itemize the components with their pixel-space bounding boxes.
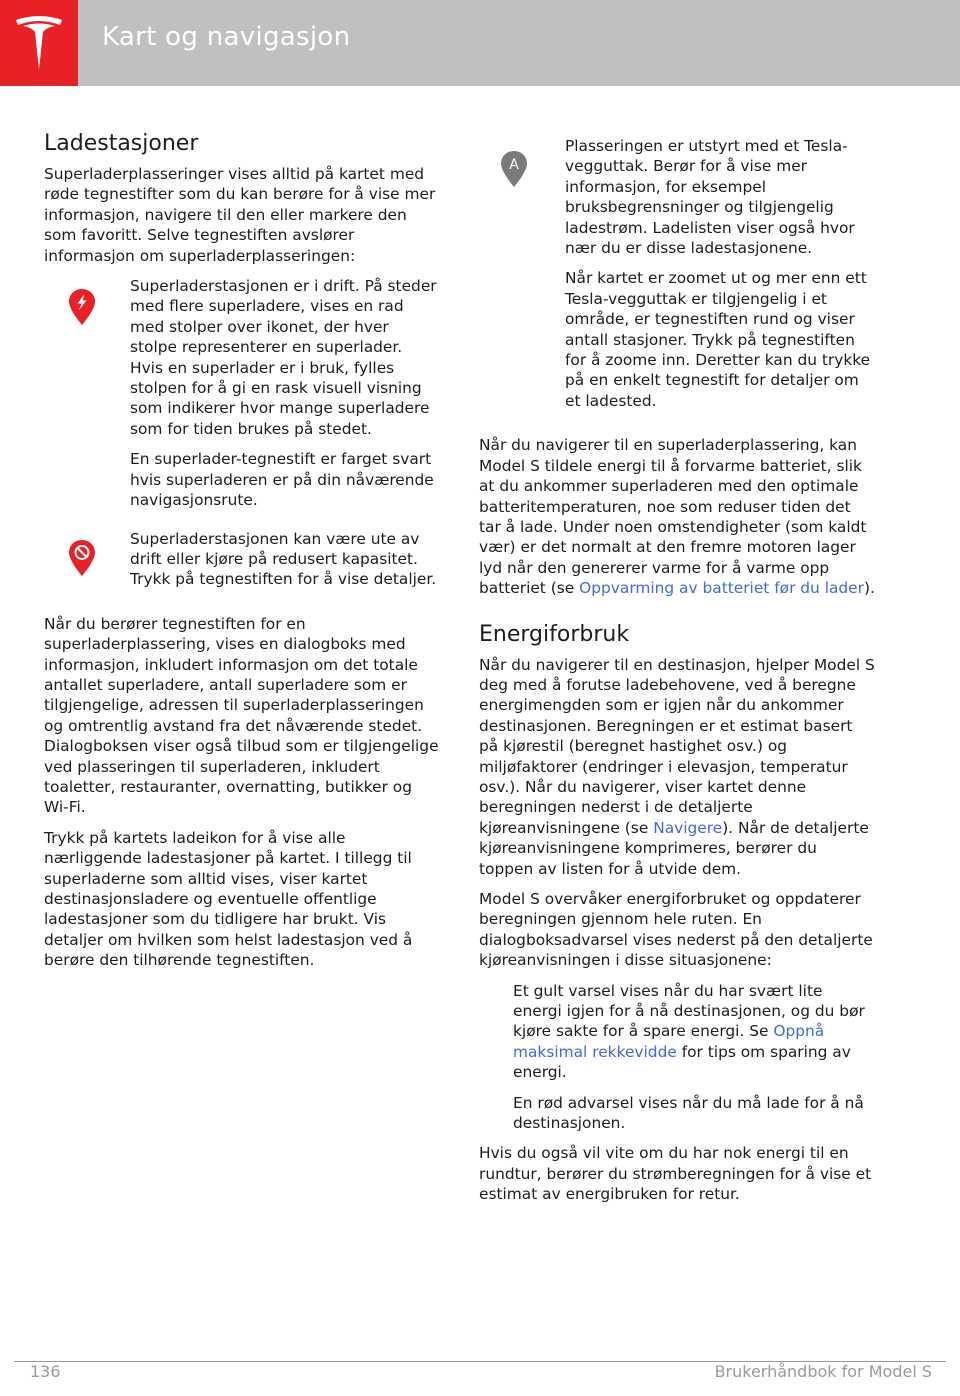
wall-connector-pin-description: Plasseringen er utstyrt med et Tesla-vegguttak. Berør for å vise mer informasjon, for eksempel bruksbegrensninger og tilgjengelig ladestrøm. Ladelisten viser også hvor nær du er disse ladestasjonene. [565,137,855,258]
tesla-logo-icon [14,14,64,72]
right-column [479,136,875,1215]
touch-pin-paragraph: Når du berører tegnestiften for en superladerplassering, vises en dialogboks med informasjon, inkludert informasjon om det totale antallet superladere, antall superladere som er tilgjengelige, adressen til superladerplasseringen og omtrentlig avstand fra det nåværende stedet. Dialogboksen viser også tilbud som er tilgjengelige ved plasseringen til superladeren, inkludert toaletter, restauranter, overnatting, butikker og Wi-Fi. [44,614,439,817]
supercharger-pin-description: Superladerstasjonen er i drift. På steder med flere superladere, vises en rad med stolper over ikonet, der hver stolpe representerer en superlader. Hvis en superlader er i bruk, fylles stolpen for å gi en rask visuell visning som indikerer hvor mange superladere som for tiden brukes på stedet. [130,277,437,438]
out-of-order-pin-description: Superladerstasjonen kan være ute av drift eller kjøre på redusert kapasitet. Trykk på tegnestiften for å vise detaljer. [130,529,437,589]
out-of-order-pin-row [44,529,440,600]
supercharger-pin-row [44,276,440,520]
red-warning-paragraph: En rød advarsel vises når du må lade for å nå destinasjonen. [513,1093,864,1133]
yellow-warning-text-end: for tips om sparing av energi. [513,1042,851,1082]
section-heading-charging-stations: Ladestasjoner [44,131,199,156]
chapter-title: Kart og navigasjon [102,22,351,52]
battery-preconditioning-link[interactable]: Oppvarming av batteriet før du lader [579,579,864,598]
supercharger-pin-icon [68,288,96,326]
wall-connector-pin-row [479,136,875,421]
energy-paragraph [479,655,875,879]
preconditioning-text-end: ). [863,579,875,598]
preconditioning-text: Når du navigerer til en superladerplassering, kan Model S tildele energi til å forvarme batteriet, slik at du ankommer superladeren med den optimale batteritemperaturen, noe som reduser tiden det tar å lade. Under noen omstendigheter (som kaldt vær) er det normalt at den fremre motoren lager lyd når den genererer varme for å varme opp batteriet (se [479,436,867,598]
supercharger-pin-route-note: En superlader-tegnestift er farget svart hvis superladeren er på din nåværende navigasjonsrute. [130,450,434,510]
navigate-link[interactable]: Navigere [653,818,723,837]
page-number: 136 [30,1362,61,1381]
wall-connector-pin-letter: A [509,157,519,173]
monitor-paragraph: Model S overvåker energiforbruket og oppdaterer beregningen gjennom hele ruten. En dialogboksadvarsel vises nederst på den detaljerte kjøreanvisningen i disse situasjonene: [479,890,873,970]
preconditioning-paragraph [479,435,875,598]
maximize-range-link[interactable]: Oppnå maksimal rekkevidde [513,1022,825,1061]
yellow-warning-paragraph [479,981,875,1083]
intro-paragraph: Superladerplasseringer vises alltid på kartet med røde tegnestifter som du kan berøre for å vise mer informasjon, navigere til den eller markere den som favoritt. Selve tegnestiften avslører informasjon om superladerplasseringen: [44,165,436,265]
page-header [0,0,960,86]
round-trip-paragraph: Hvis du også vil vite om du har nok energi til en rundtur, berører du strømberegningen for å vise et estimat av energibruken for retur. [479,1144,872,1204]
manual-title: Brukerhåndbok for Model S [714,1362,932,1381]
wall-connector-pin-icon [500,150,528,188]
left-column [44,130,440,981]
tesla-logo [0,0,78,86]
section-heading-energy-use: Energiforbruk [479,621,630,647]
energy-text-end: ). Når de detaljerte kjøreanvisningene komprimeres, berører du toppen av listen for å utvide dem. [479,818,869,878]
wall-connector-zoom-note: Når kartet er zoomet ut og mer enn ett Tesla-vegguttak er tilgjengelig i et område, er tegnestiften rund og viser antall stasjoner. Trykk på tegnestiften for å zoome inn. Deretter kan du trykke på en enkelt tegnestift for detaljer om et ladested. [565,269,871,410]
supercharger-out-of-order-pin-icon [68,539,96,577]
energy-text: Når du navigerer til en destinasjon, hjelper Model S deg med å forutse ladebehovene, ved å beregne energimengden som er igjen når du ankommer destinasjonen. Beregningen er et estimat basert på kjørestil (beregnet hastighet osv.) og miljøfaktorer (endringer i elevasjon, temperatur osv.). Når du navigerer, viser kartet denne beregningen nederst i de detaljerte kjøreanvisningene (se [479,655,875,837]
charge-icon-paragraph: Trykk på kartets ladeikon for å vise alle nærliggende ladestasjoner på kartet. I tillegg til superladerne som alltid vises, viser kartet destinasjonsladere og eventuelle offentlige ladestasjoner som du tidligere har brukt. Vis detaljer om hvilken som helst ladestasjon ved å berøre den tilhørende tegnestiften. [44,828,413,970]
yellow-warning-text: Et gult varsel vises når du har svært lite energi igjen for å nå destinasjonen, og du bør kjøre sakte for å spare energi. Se [513,981,865,1041]
